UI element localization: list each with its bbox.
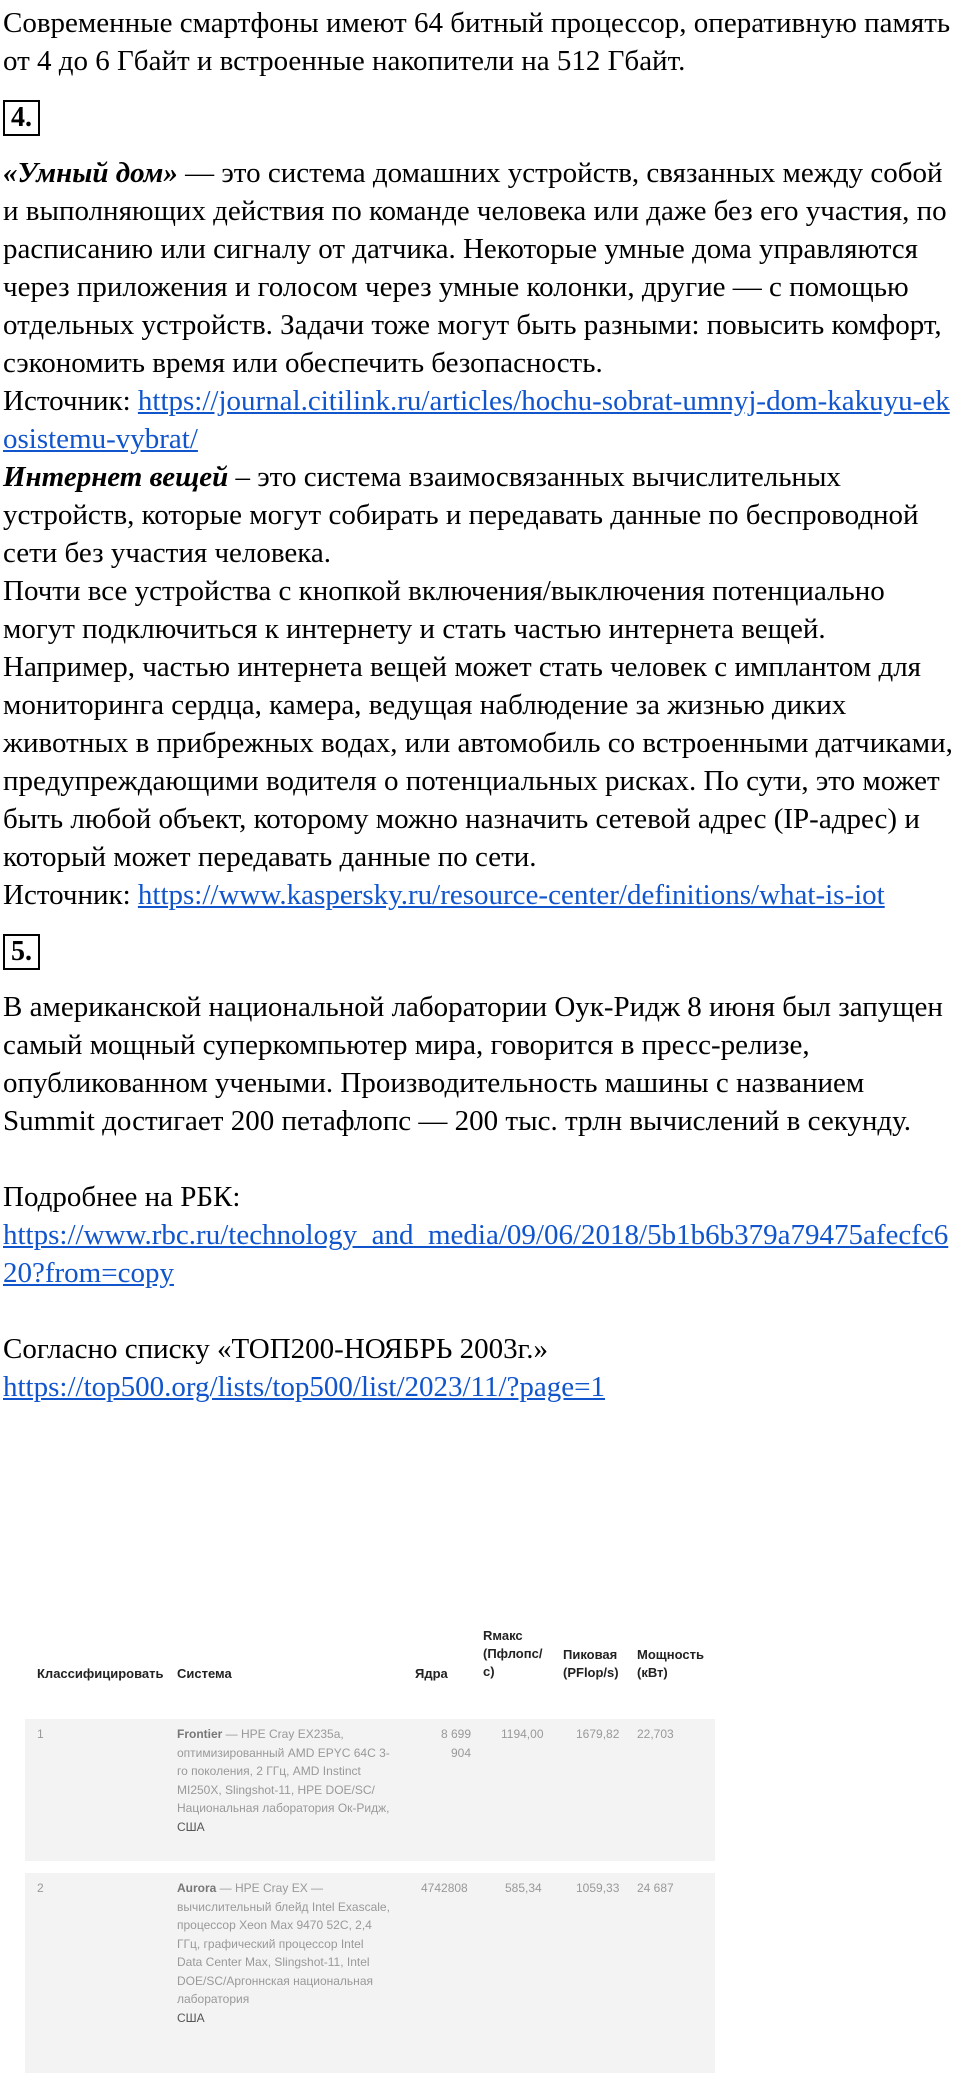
citilink-link[interactable]: https://journal.citilink.ru/articles/hochu-sobrat-umnyj-dom-kakuyu-ekosistemu-vybrat/	[3, 385, 950, 455]
rbc-link[interactable]: https://www.rbc.ru/technology_and_media/09/06/2018/5b1b6b379a79475afecfc620?from=copy	[3, 1219, 949, 1289]
header-rpeak: Пиковая (PFlop/s)	[563, 1647, 619, 1680]
cores-cell: 8 699 904	[440, 1727, 471, 1760]
kaspersky-link[interactable]: https://www.kaspersky.ru/resource-center/definitions/what-is-iot	[137, 879, 885, 911]
table-header	[25, 1621, 715, 1709]
rank-cell: 2	[37, 1881, 44, 1895]
system-cell: Frontier — HPE Cray EX235a, оптимизированный AMD EPYC 64C 3-го поколения, 2 ГГц, AMD Instinct MI250X, Slingshot-11, HPE DOE/SC/Национальная лаборатория Ок-Ридж, США	[177, 1727, 390, 1834]
summit-paragraph: В американской национальной лаборатории Оук-Ридж 8 июня был запущен самый мощный суперкомпьютер мира, говорится в пресс-релизе, опубликованном учеными. Производительность машины с названием Summit достигает 200 петафлопс — 200 тыс. трлн вычислений в секунду.	[3, 991, 943, 1137]
system-name: Frontier	[177, 1727, 223, 1741]
rbc-label: Подробнее на РБК:	[3, 1181, 241, 1213]
header-cores: Ядра	[415, 1666, 448, 1681]
cores-cell: 4742808	[421, 1881, 468, 1895]
smart-home-source	[3, 382, 957, 458]
header-rmax: Rмакс (Пфлопс/с)	[483, 1628, 543, 1679]
iot-term: Интернет вещей	[3, 461, 229, 493]
system-cell: Aurora — HPE Cray EX — вычислительный блейд Intel Exascale, процессор Xeon Max 9470 52C, 2,4 ГГц, графический процессор Intel Data Center Max, Slingshot-11, Intel DOE/SC/Аргоннская национальная лаборатория США	[177, 1881, 390, 2025]
iot-source	[3, 876, 957, 914]
top500-link[interactable]: https://top500.org/lists/top500/list/2023/11/?page=1	[3, 1371, 606, 1403]
top-link-line	[3, 1368, 957, 1406]
header-rank: Классифицировать	[37, 1666, 164, 1681]
table-row	[25, 1873, 715, 2073]
rpeak-cell: 1679,82	[576, 1727, 620, 1741]
iot-paragraph	[3, 458, 957, 572]
smart-home-term: «Умный дом»	[3, 157, 178, 189]
header-system: Система	[177, 1666, 232, 1681]
rank-cell: 1	[37, 1727, 44, 1741]
power-cell: 24 687	[637, 1881, 674, 1895]
top500-table	[25, 1621, 715, 2025]
iot-text: – это система взаимосвязанных вычислительных устройств, которые могут собирать и передавать данные по беспроводной сети без участия человека.	[3, 461, 919, 569]
system-name: Aurora	[177, 1881, 217, 1895]
source-label: Источник:	[3, 385, 138, 417]
smartphone-paragraph: Современные смартфоны имеют 64 битный процессор, оперативную память от 4 до 6 Гбайт и встроенные накопители на 512 Гбайт.	[3, 7, 951, 77]
source-label: Источник:	[3, 879, 138, 911]
rmax-cell: 585,34	[505, 1881, 542, 1895]
smart-home-paragraph	[3, 154, 957, 382]
section-number-4: 4.	[3, 100, 40, 136]
section-number-5: 5.	[3, 934, 40, 970]
rpeak-cell: 1059,33	[576, 1881, 620, 1895]
rmax-cell: 1194,00	[501, 1727, 544, 1741]
header-power: Мощность (кВт)	[637, 1647, 704, 1680]
top-label: Согласно списку «ТОП200-НОЯБРЬ 2003г.»	[3, 1333, 549, 1365]
rbc-link-line	[3, 1216, 957, 1292]
table-row	[25, 1719, 715, 1861]
power-cell: 22,703	[637, 1727, 674, 1741]
smart-home-text: — это система домашних устройств, связанных между собой и выполняющих действия по команде человека или даже без его участия, по расписанию или сигналу от датчика. Некоторые умные дома управляются через приложения и голосом через умные колонки, другие — с помощью отдельных устройств. Задачи тоже могут быть разными: повысить комфорт, сэкономить время или обеспечить безопасность.	[3, 157, 947, 379]
iot-paragraph-2: Почти все устройства с кнопкой включения/выключения потенциально могут подключиться к интернету и стать частью интернета вещей. Например, частью интернета вещей может стать человек с имплантом для мониторинга сердца, камера, ведущая наблюдение за жизнью диких животных в прибрежных водах, или автомобиль со встроенными датчиками, предупреждающими водителя о потенциальных рисках. По сути, это может быть любой объект, которому можно назначить сетевой адрес (IP-адрес) и который может передавать данные по сети.	[3, 575, 953, 873]
